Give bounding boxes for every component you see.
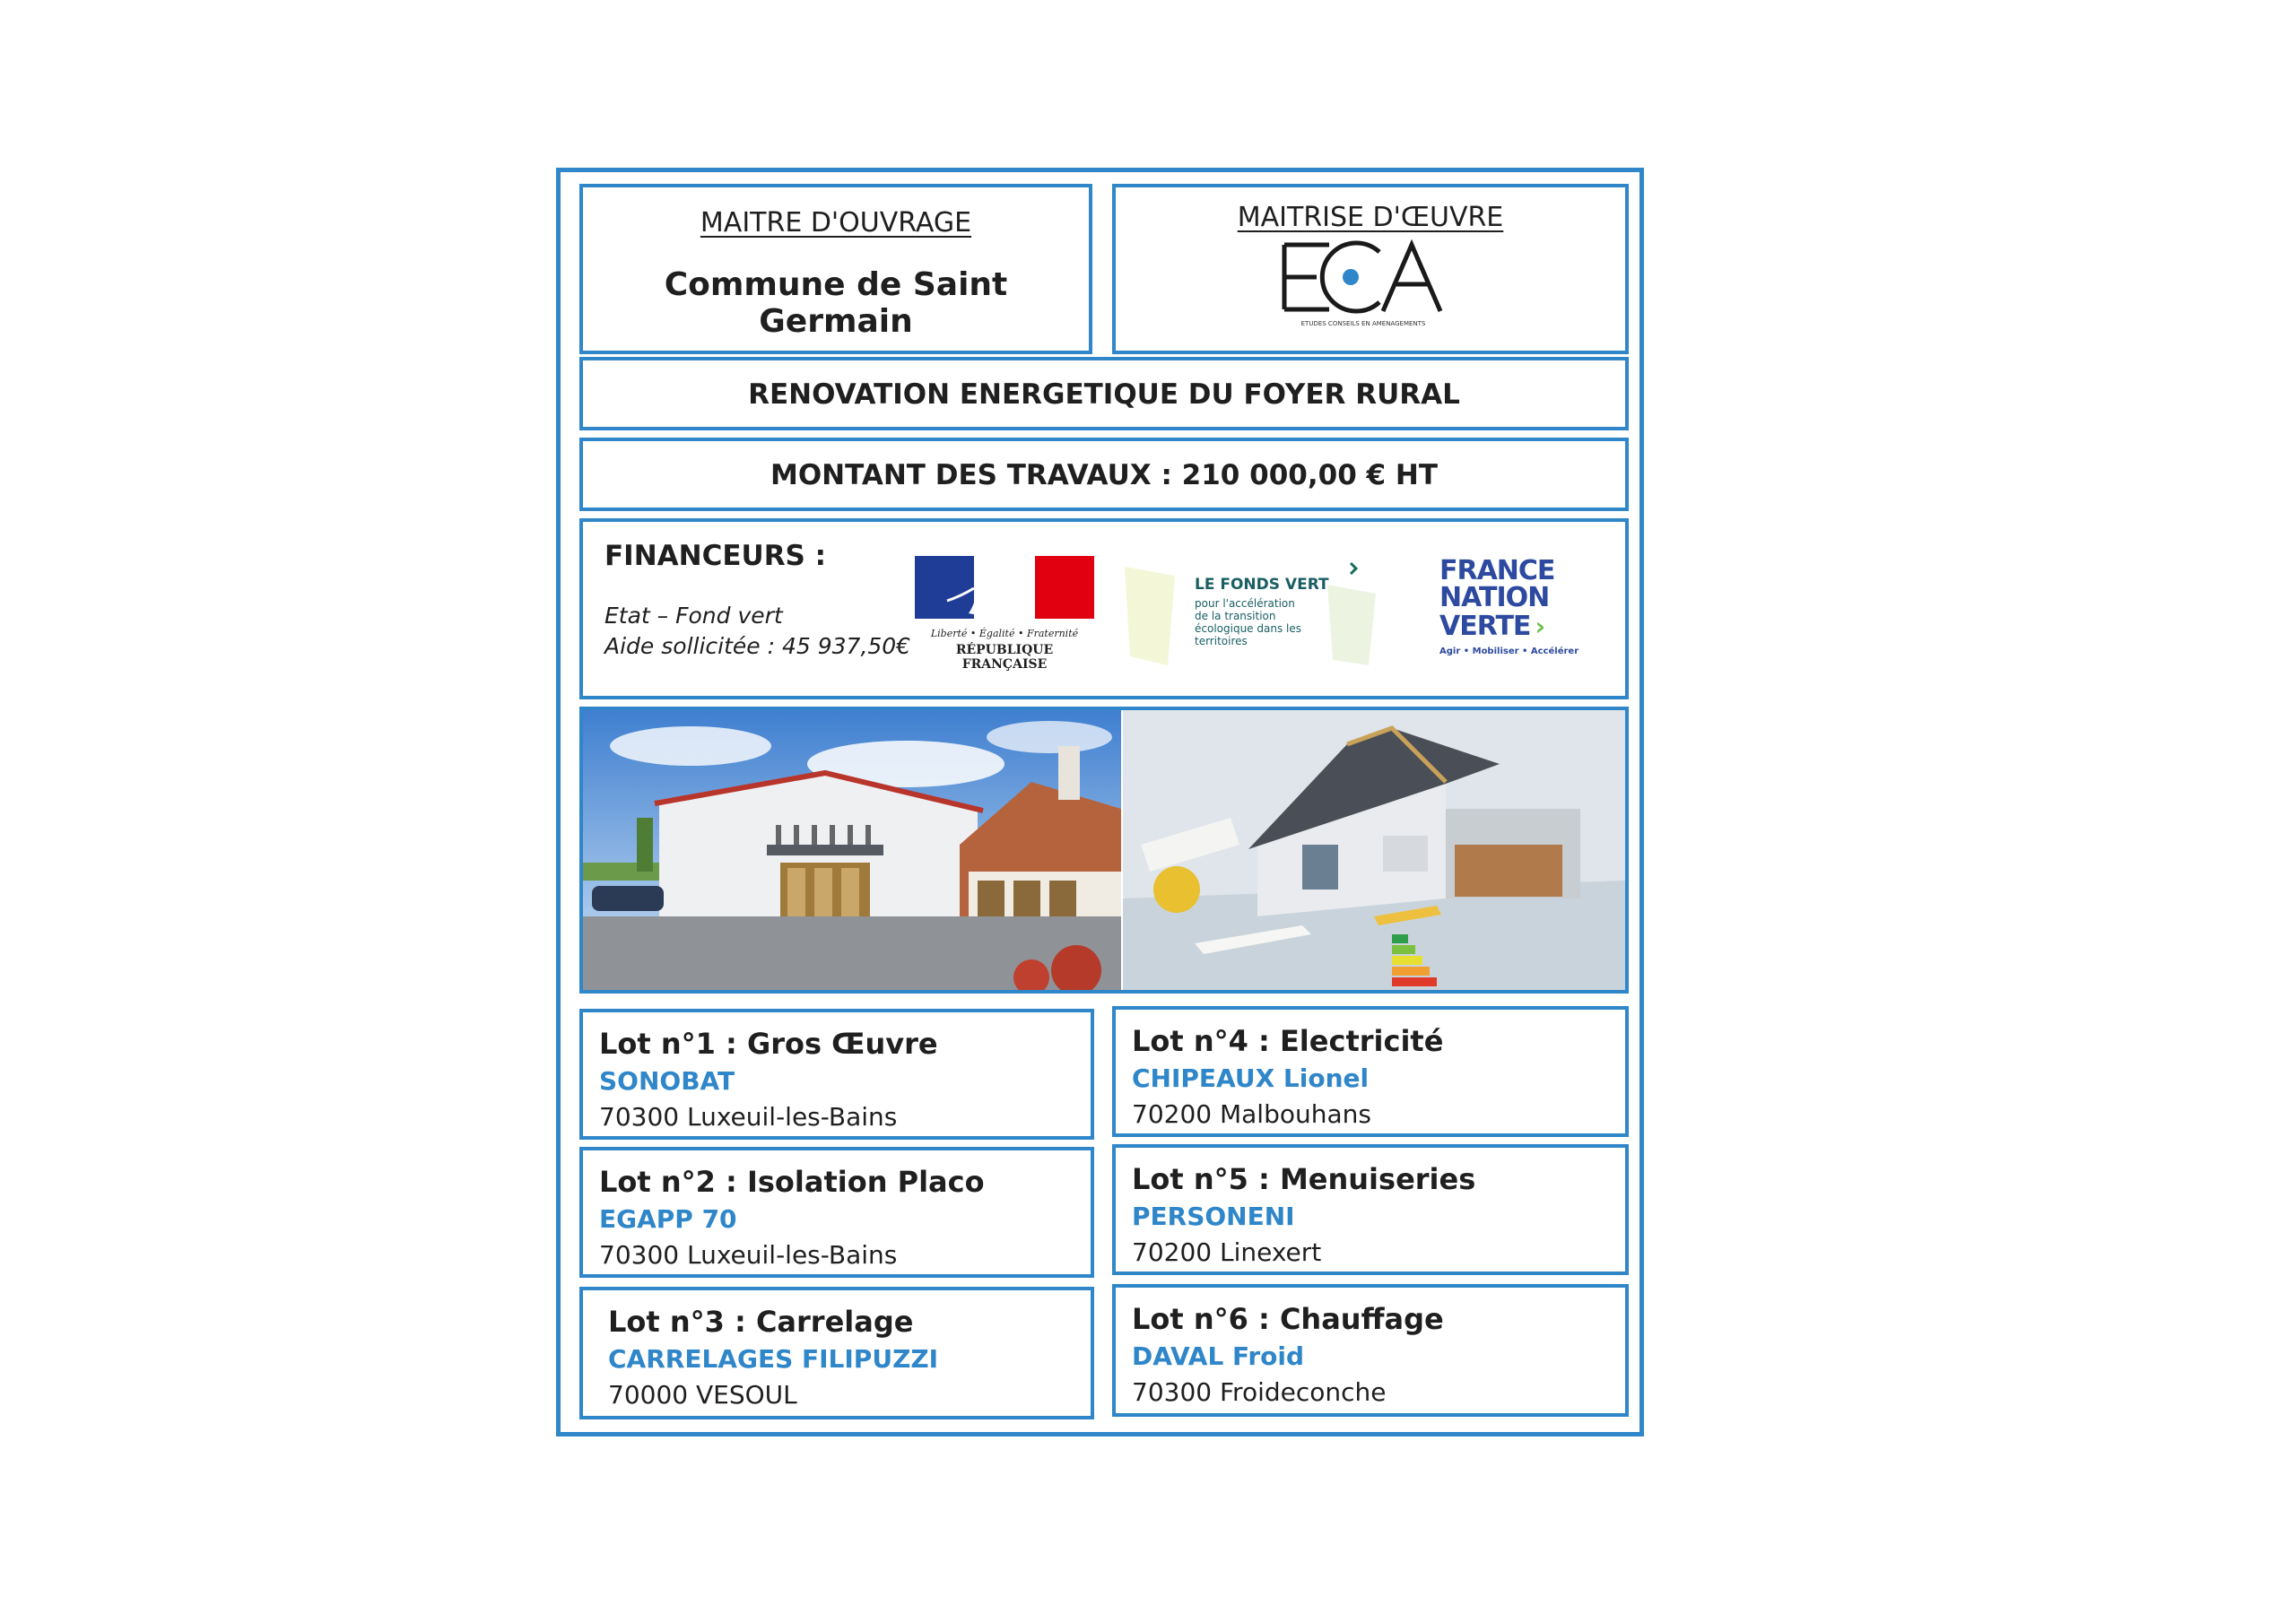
contractor-box bbox=[1112, 184, 1629, 354]
france-nation-verte-tagline: Agir • Mobiliser • Accélérer bbox=[1439, 647, 1579, 656]
lot-card-4 bbox=[1112, 1006, 1629, 1137]
lot-company: CHIPEAUX Lionel bbox=[1132, 1063, 1370, 1093]
lot-card-6 bbox=[1112, 1284, 1629, 1417]
lot-city: 70300 Luxeuil-les-Bains bbox=[599, 1102, 898, 1132]
republique-francaise-logo bbox=[915, 556, 1094, 673]
lot-card-5 bbox=[1112, 1144, 1629, 1275]
funder-aid: Aide sollicitée : 45 937,50€ bbox=[604, 633, 911, 659]
owner-heading: MAITRE D'OUVRAGE bbox=[700, 207, 972, 239]
fonds-vert-logo bbox=[1121, 558, 1381, 674]
lot-city: 70300 Froideconche bbox=[1132, 1377, 1387, 1407]
france-nation-verte-line3-row bbox=[1439, 612, 1583, 641]
republique-name: RÉPUBLIQUE FRANÇAISE bbox=[955, 643, 1054, 672]
photos-box bbox=[579, 707, 1629, 994]
owner-box bbox=[579, 184, 1092, 354]
project-board bbox=[556, 168, 1644, 1436]
lot-card-1 bbox=[579, 1009, 1094, 1140]
fonds-vert-subtitle: pour l'accélération de la transition écologique dans les territoires bbox=[1195, 597, 1301, 647]
lot-city: 70200 Malbouhans bbox=[1132, 1099, 1371, 1129]
lot-city: 70000 VESOUL bbox=[608, 1380, 797, 1410]
lot-card-2 bbox=[579, 1147, 1094, 1278]
lot-card-3 bbox=[579, 1287, 1094, 1419]
fonds-vert-title: LE FONDS VERT bbox=[1195, 576, 1329, 594]
lot-company: DAVAL Froid bbox=[1132, 1341, 1305, 1371]
works-amount: MONTANT DES TRAVAUX : 210 000,00 € HT bbox=[770, 459, 1439, 491]
funders-box bbox=[579, 518, 1629, 699]
france-nation-verte-line2: NATION bbox=[1439, 582, 1550, 613]
france-nation-verte-logo bbox=[1439, 555, 1583, 674]
building-photo bbox=[583, 710, 1121, 990]
france-nation-verte-line1: FRANCE bbox=[1439, 555, 1555, 586]
lot-company: CARRELAGES FILIPUZZI bbox=[608, 1344, 939, 1374]
marianne-icon bbox=[915, 556, 1094, 619]
contractor-heading: MAITRISE D'ŒUVRE bbox=[1237, 202, 1504, 233]
lot-company: PERSONENI bbox=[1132, 1202, 1295, 1231]
green-chevron-icon: › bbox=[1535, 612, 1546, 641]
amount-box bbox=[579, 438, 1629, 511]
lot-title: Lot n°5 : Menuiseries bbox=[1132, 1162, 1476, 1196]
lot-title: Lot n°6 : Chauffage bbox=[1132, 1302, 1444, 1336]
lot-title: Lot n°3 : Carrelage bbox=[608, 1305, 914, 1339]
funders-heading: FINANCEURS : bbox=[604, 540, 827, 572]
eca-logo bbox=[1274, 239, 1453, 329]
lot-company: EGAPP 70 bbox=[599, 1204, 737, 1234]
lot-company: SONOBAT bbox=[599, 1066, 735, 1096]
eca-logo-caption: ETUDES CONSEILS EN AMENAGEMENTS bbox=[1300, 320, 1426, 327]
project-title-box bbox=[579, 357, 1629, 430]
funder-source: Etat – Fond vert bbox=[604, 603, 783, 629]
lot-title: Lot n°2 : Isolation Placo bbox=[599, 1165, 985, 1199]
project-title: RENOVATION ENERGETIQUE DU FOYER RURAL bbox=[748, 378, 1460, 411]
lot-title: Lot n°1 : Gros Œuvre bbox=[599, 1027, 938, 1061]
renovation-illustration bbox=[1123, 710, 1625, 990]
house-plans-photo bbox=[1123, 710, 1625, 990]
lot-city: 70200 Linexert bbox=[1132, 1237, 1322, 1267]
lot-city: 70300 Luxeuil-les-Bains bbox=[599, 1240, 898, 1270]
lot-title: Lot n°4 : Electricité bbox=[1132, 1024, 1444, 1058]
republique-motto: Liberté • Égalité • Fraternité bbox=[930, 628, 1079, 639]
foyer-rural-photo bbox=[583, 710, 1121, 990]
france-nation-verte-line3: VERTE bbox=[1439, 611, 1531, 642]
owner-name: Commune de Saint Germain bbox=[664, 266, 1008, 340]
